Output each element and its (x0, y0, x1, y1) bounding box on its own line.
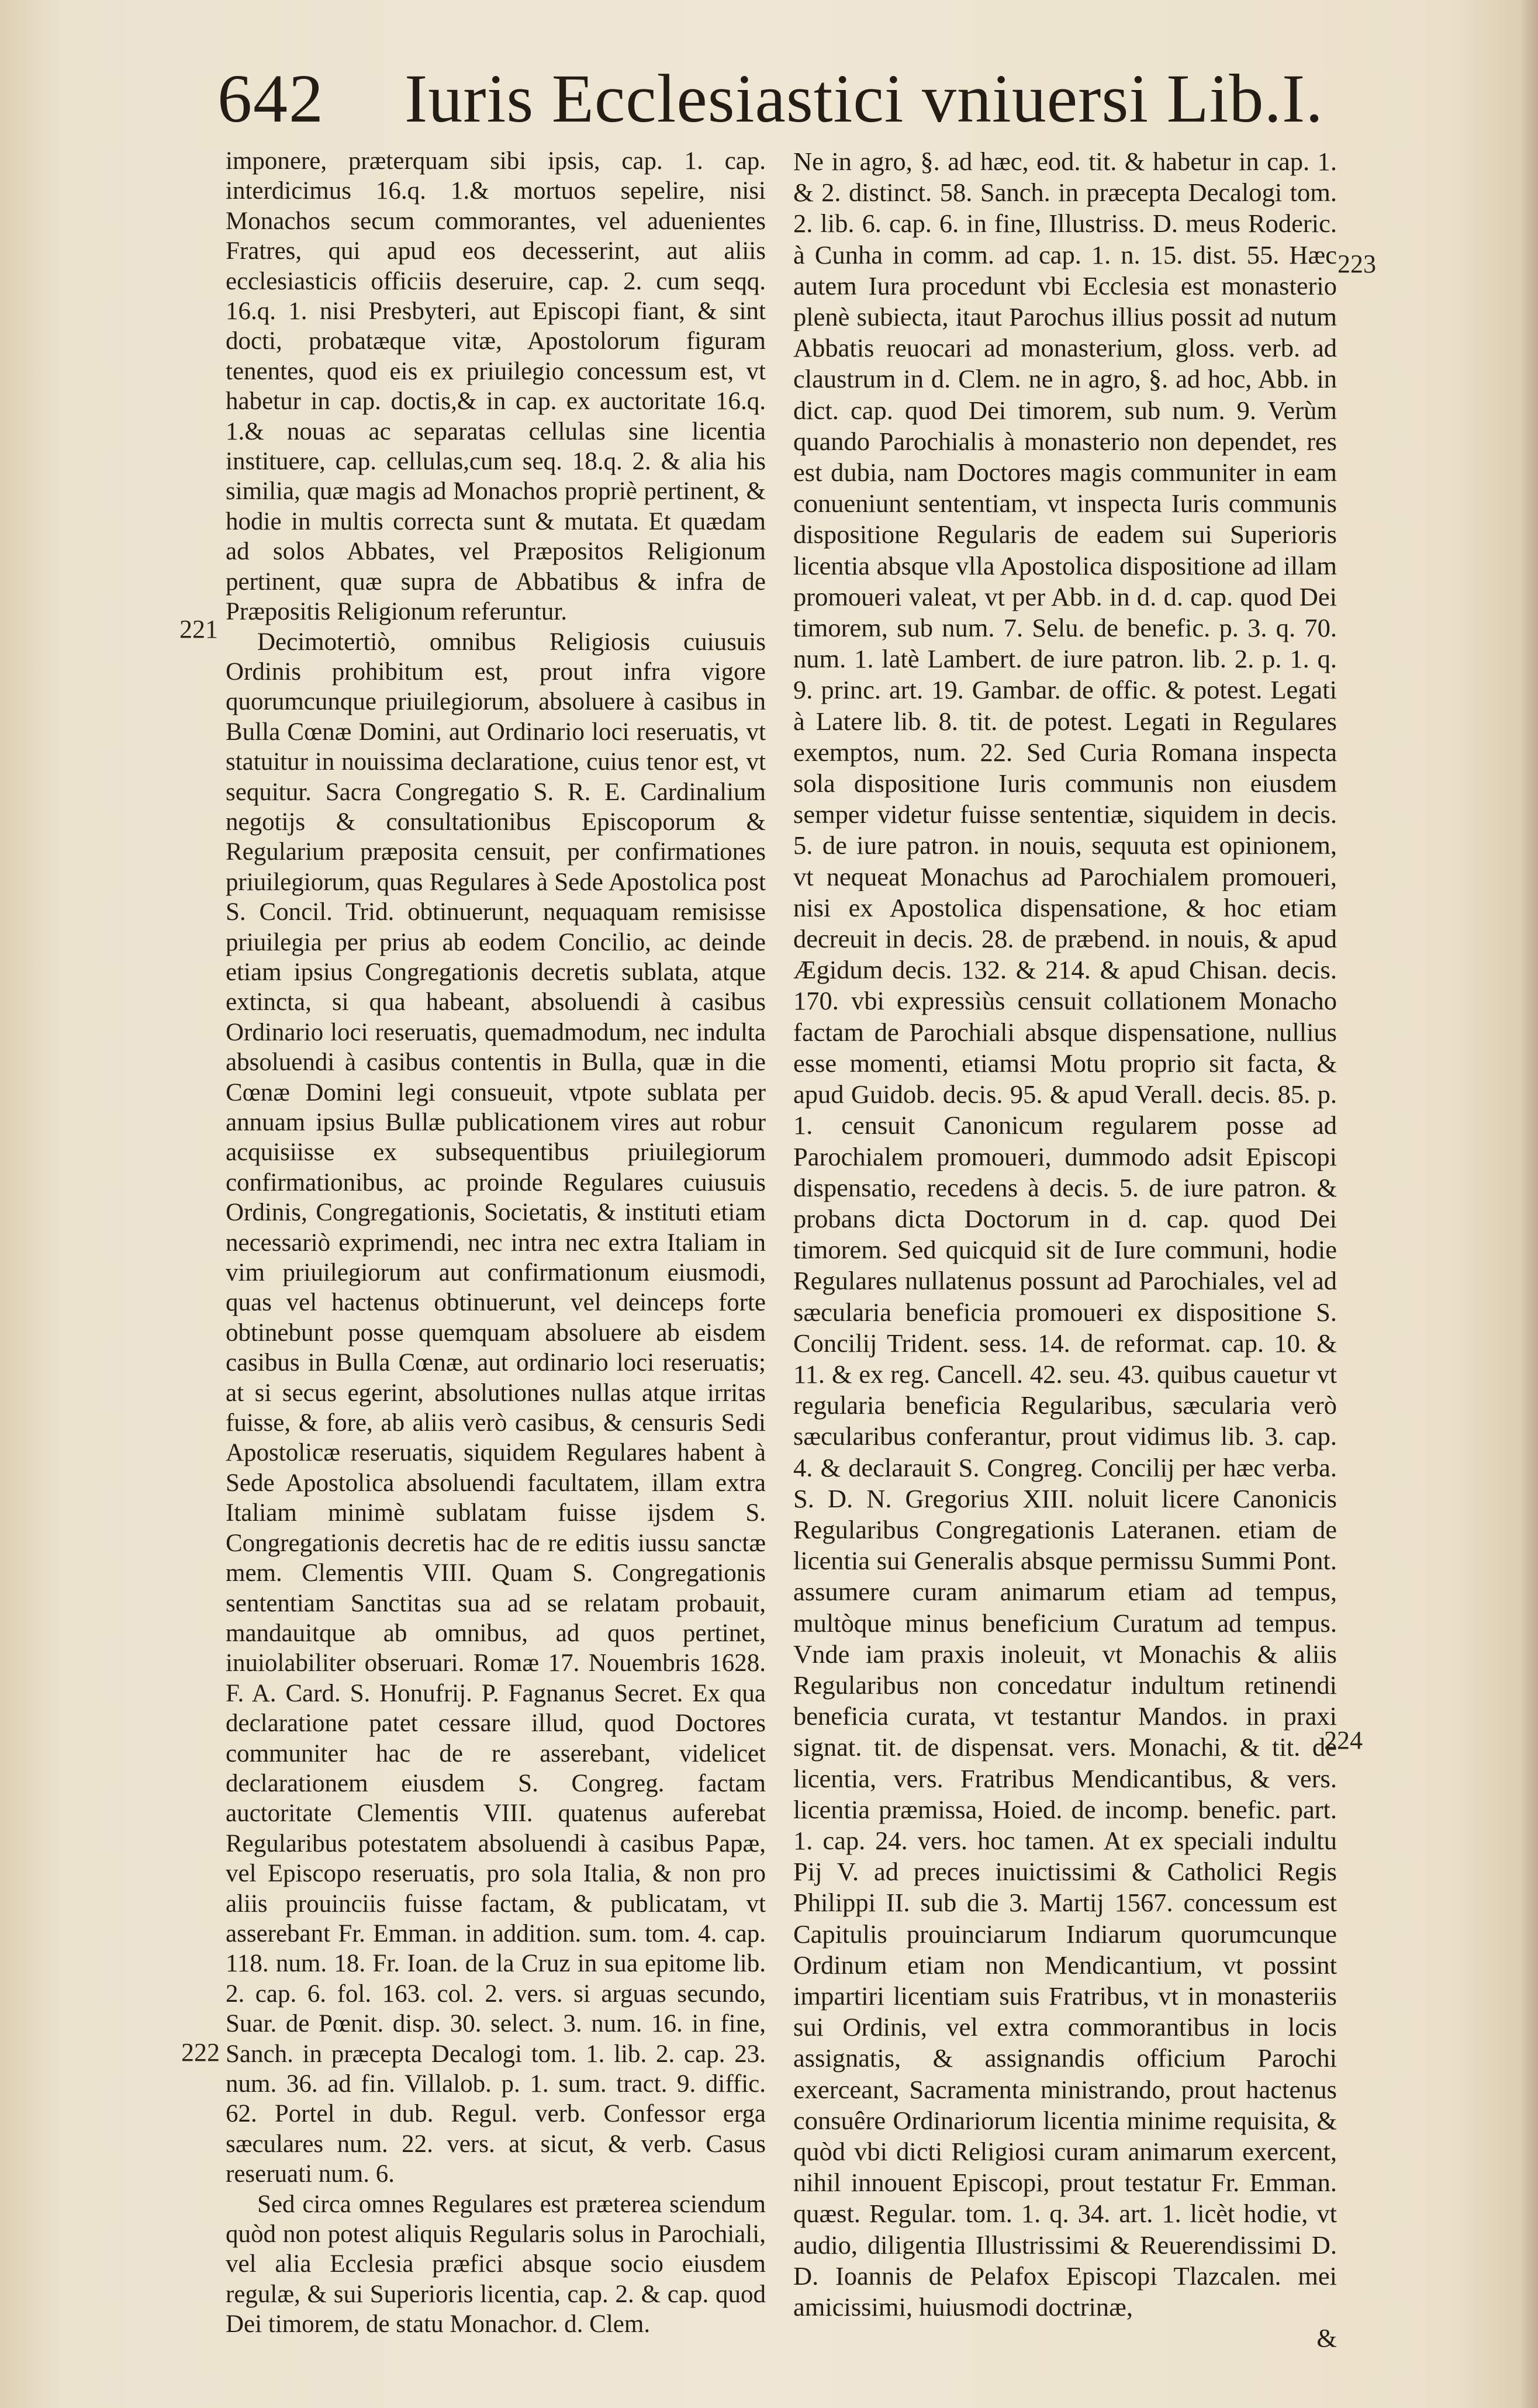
left-column (226, 146, 766, 2340)
margin-number-223: 223 (1337, 250, 1376, 278)
margin-number-224: 224 (1324, 1726, 1363, 1755)
paragraph-continuation: imponere, præterquam sibi ipsis, cap. 1. cap. interdicimus 16.q. 1.& mortuos sepelire, nisi Monachos secum commorantes, vel aduenientes Fratres, qui apud eos decesserint, aut aliis ecclesiasticis officiis deseruire, cap. 2. cum seqq. 16.q. 1. nisi Presbyteri, aut Episcopi fiant, & sint docti, probatæque vitæ, Apostolorum figuram tenentes, quod eis ex priuilegio concessum est, vt habetur in cap. doctis,& in cap. ex auctoritate 16.q. 1.& nouas ac separatas cellulas sine licentia instituere, cap. cellulas,cum seq. 18.q. 2. & alia his similia, quæ magis ad Monachos propriè pertinent, & hodie in multis correcta sunt & mutata. Et quædam ad solos Abbates, vel Præpositos Religionum pertinent, quæ supra de Abbatibus & infra de Præpositis Religionum referuntur. (226, 147, 766, 626)
paragraph-223: Ne in agro, §. ad hæc, eod. tit. & habetur in cap. 1. & 2. distinct. 58. Sanch. in præcepta Decalogi tom. 2. lib. 6. cap. 6. in fine, Illustriss. D. meus Roderic. à Cunha in comm. ad cap. 1. n. 15. dist. 55. Hæc autem Iura procedunt vbi Ecclesia est monasterio plenè subiecta, itaut Parochus illius possit ad nutum Abbatis reuocari ad monasterium, gloss. verb. ad claustrum in d. Clem. ne in agro, §. ad hoc, Abb. in dict. cap. quod Dei timorem, sub num. 9. Verùm quando Parochialis à monasterio non dependet, res est dubia, nam Doctores magis communiter in eam conueniunt sententiam, vt inspecta Iuris communis dispositione Regularis de eadem sui Superioris licentia absque vlla Apostolica dispositione ad illam promoueri valeat, vt per Abb. in d. d. cap. quod Dei timorem, sub num. 7. Selu. de benefic. p. 3. q. 70. num. 1. latè Lambert. de iure patron. lib. 2. p. 1. q. 9. princ. art. 19. Gambar. de offic. & potest. Legati à Latere lib. 8. tit. de potest. Legati in Regulares exemptos, num. 22. Sed Curia Romana inspecta sola dispositione Iuris communis non eiusdem semper videtur fuisse sententiæ, siquidem in decis. 5. de iure patron. in nouis, sequuta est opinionem, vt nequeat Monachus ad Parochialem promoueri, nisi ex Apostolica dispensatione, & hoc etiam decreuit in decis. 28. de præbend. in nouis, & apud Ægidum decis. 132. & 214. & apud Chisan. decis. 170. vbi expressiùs censuit collationem Monacho factam de Parochiali absque dispensatione, nullius esse momenti, etiamsi Motu proprio sit facta, & apud Guidob. decis. 95. & apud Verall. decis. 85. p. 1. censuit Canonicum regularem posse ad Parochialem promoueri, dummodo adsit Episcopi dispensatio, recedens à decis. 5. de iure patron. & probans dicta Doctorum in d. cap. quod Dei timorem. Sed quicquid sit de Iure communi, hodie Regulares nullatenus possunt ad Parochiales, vel ad sæcularia beneficia promoueri ex dispositione S. Concilij Trident. sess. 14. de reformat. cap. 10. & 11. & ex reg. Cancell. 42. seu. 43. quibus cauetur vt regularia beneficia Regularibus, sæcularia verò sæcularibus conferantur, prout vidimus lib. 3. cap. 4. & declarauit S. Congreg. Concilij per hæc verba. S. D. N. Gregorius XIII. noluit licere Canonicis Regularibus Congregationis Lateranen. etiam de licentia sui Generalis absque permissu Summi Pont. assumere curam animarum etiam ad tempus, multòque minus beneficium Curatum ad tempus. Vnde iam praxis inoleuit, vt Monachis & aliis Regularibus non concedatur indultum retinendi beneficia curata, vt testantur Mandos. in praxi signat. tit. de dispensat. vers. Monachi, & tit. de licentia, vers. Fratribus Mendicantibus, & vers. licentia præmissa, Hoied. de incomp. benefic. part. 1. cap. 24. vers. hoc tamen. At ex speciali indultu Pij V. ad preces inuictissimi & Catholici Regis Philippi II. sub die 3. Martij 1567. concessum est Capitulis prouinciarum Indiarum quorumcunque Ordinum etiam non Mendicantium, vt possint impartiri licentiam suis Fratribus, vt in monasteriis sui Ordinis, vel extra commorantibus in locis assignatis, & assignandis officium Parochi exerceant, Sacramenta ministrando, prout hactenus consuêre Ordinariorum licentia minime requisita, & quòd vbi dicti Religiosi curam animarum exercent, nihil innouent Episcopi, prout testatur Fr. Emman. quæst. Regular. tom. 1. q. 34. art. 1. licèt hodie, vt audio, diligentia Illustrissimi & Reuerendissimi D. D. Ioannis de Pelafox Episcopi Tlazcalen. mei amicissimi, huiusmodi doctrinæ, (793, 147, 1337, 2322)
page-number: 642 (217, 60, 324, 137)
right-column (793, 146, 1337, 2354)
catchword: & (1316, 2323, 1337, 2353)
page-edge-shadow (1520, 0, 1538, 2408)
paragraph-222: Sed circa omnes Regulares est præterea sciendum quòd non potest aliquis Regularis solus in Parochiali, vel alia Ecclesia præfici absque socio eiusdem regulæ, & sui Superioris licentia, cap. 2. & cap. quod Dei timorem, de statu Monachor. d. Clem. (226, 2190, 766, 2338)
margin-number-222: 222 (181, 2038, 220, 2067)
paragraph-221: Decimotertiò, omnibus Religiosis cuiusuis Ordinis prohibitum est, prout infra vigore quorumcunque priuilegiorum, absoluere à casibus in Bulla Cœnæ Domini, aut Ordinario loci reseruatis, vt statuitur in nouissima declaratione, cuius tenor est, vt sequitur. Sacra Congregatio S. R. E. Cardinalium negotijs & consultationibus Episcoporum & Regularium præposita censuit, per confirmationes priuilegiorum, quas Regulares à Sede Apostolica post S. Concil. Trid. obtinuerunt, nequaquam remisisse priuilegia per prius ab eodem Concilio, ac deinde etiam ipsius Congregationis decretis sublata, atque extincta, si qua habeant, absoluendi à casibus Ordinario loci reseruatis, quemadmodum, nec indulta absoluendi à casibus contentis in Bulla, quæ in die Cœnæ Domini legi consueuit, vtpote sublata per annuam ipsius Bullæ publicationem vires aut robur acquisiisse ex subsequentibus priuilegiorum confirmationibus, ac proinde Regulares cuiusuis Ordinis, Congregationis, Societatis, & instituti etiam necessariò exprimendi, nec intra nec extra Italiam in vim priuilegiorum aut confirmationum eiusmodi, quas vel hactenus obtinuerunt, vel deinceps forte obtinebunt posse quemquam absoluere ab eisdem casibus in Bulla Cœnæ, aut ordinario loci reseruatis; at si secus egerint, absolutiones nullas atque irritas fuisse, & fore, ab aliis verò casibus, & censuris Sedi Apostolicæ reseruatis, siquidem Regulares habent à Sede Apostolica absoluendi facultatem, illam extra Italiam minimè sublatam fuisse ijsdem S. Congregationis decretis hac de re editis iussu sanctæ mem. Clementis VIII. Quam S. Congregationis sententiam Sanctitas sua ad se relatam probauit, mandauitque ab omnibus, ad quos pertinet, inuiolabiliter obseruari. Romæ 17. Nouembris 1628. F. A. Card. S. Honufrij. P. Fagnanus Secret. Ex qua declaratione patet cessare illud, quod Doctores communiter hac de re asserebant, videlicet declarationem eiusdem S. Congreg. factam auctoritate Clementis VIII. quatenus auferebat Regularibus potestatem absoluendi à casibus Papæ, vel Episcopo reseruatis, pro sola Italia, & non pro aliis prouinciis fuisse factam, & publicatam, vt asserebant Fr. Emman. in addition. sum. tom. 4. cap. 118. num. 18. Fr. Ioan. de la Cruz in sua epitome lib. 2. cap. 6. fol. 163. col. 2. vers. si arguas secundo, Suar. de Pœnit. disp. 30. select. 3. num. 16. in fine, Sanch. in præcepta Decalogi tom. 1. lib. 2. cap. 23. num. 36. ad fin. Villalob. p. 1. sum. tract. 9. diffic. 62. Portel in dub. Regul. verb. Confessor erga sæculares num. 22. vers. at sicut, & verb. Casus reseruati num. 6. (226, 628, 766, 2188)
margin-number-221: 221 (179, 615, 218, 643)
running-title: Iuris Ecclesiastici vniuersi Lib.I. (405, 60, 1323, 137)
